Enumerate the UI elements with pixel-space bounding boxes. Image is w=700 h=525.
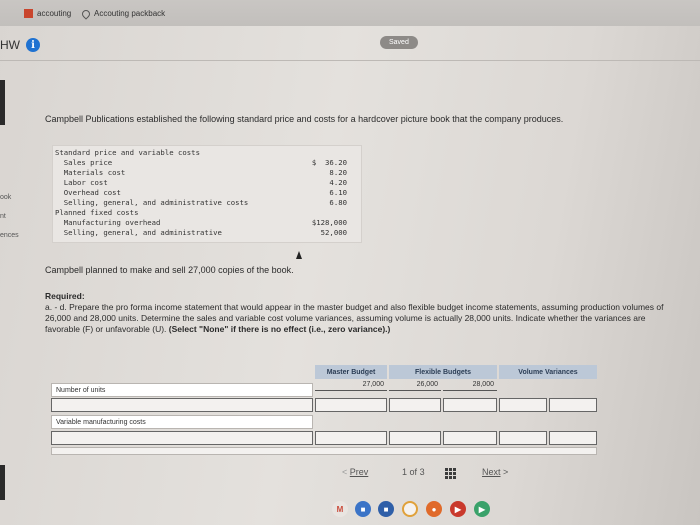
data-value: 6.80: [329, 198, 347, 207]
docs-icon[interactable]: ■: [355, 501, 371, 517]
data-value: $ 36.20: [311, 158, 347, 167]
master-input[interactable]: [315, 431, 387, 445]
prev-button[interactable]: [342, 467, 368, 477]
cost-data-table: [52, 145, 362, 243]
play-store-icon[interactable]: ▶: [474, 501, 490, 517]
required-note: (Select "None" if there is no effect (i.e., zero variance).): [168, 324, 391, 334]
grid-icon[interactable]: [445, 468, 456, 479]
data-value: 52,000: [320, 228, 347, 237]
assignment-header: [0, 26, 700, 61]
next-label: Next: [482, 467, 501, 477]
data-label: Selling, general, and administrative: [55, 228, 222, 237]
variance-input[interactable]: [499, 398, 547, 412]
variance-fu-select[interactable]: [549, 398, 597, 412]
data-row: [53, 208, 361, 218]
current-page: 1: [402, 467, 408, 477]
label-input[interactable]: [51, 431, 313, 445]
data-value: 8.20: [329, 168, 347, 177]
data-label: Selling, general, and administrative costs: [55, 198, 249, 207]
sidebar-item-label[interactable]: nt: [0, 213, 6, 220]
assignment-title: [0, 38, 40, 52]
notes-icon[interactable]: ■: [378, 501, 394, 517]
variance-input[interactable]: [499, 431, 547, 445]
flex2-units-value: 28,000: [443, 379, 497, 391]
info-icon[interactable]: i: [26, 38, 40, 52]
flex1-input[interactable]: [389, 431, 441, 445]
youtube-icon[interactable]: ▶: [450, 501, 466, 517]
app-icon[interactable]: ●: [426, 501, 442, 517]
data-row: [53, 228, 361, 238]
data-label: Materials cost: [55, 168, 126, 177]
bookmark-accouting-packback[interactable]: [82, 9, 165, 18]
label-input[interactable]: [51, 398, 313, 412]
header-flexible-budgets: Flexible Budgets: [389, 365, 497, 379]
bookmarks-bar: [0, 0, 700, 26]
flex1-units-value: 26,000: [389, 379, 441, 391]
required-body: a. - d. Prepare the pro forma income statement that would appear in the master budget and also flexible budget income statements, assuming production volumes of 26,000 and 28,000 units. Determine the sales and variable cost volume variances, assuming volume is actually 28,000 units. Indicate whether the variances are favorable (F) or unfavorable (U).: [45, 302, 664, 334]
flex2-input[interactable]: [443, 398, 497, 412]
next-button[interactable]: [482, 467, 508, 477]
header-master-budget: Master Budget: [315, 365, 387, 379]
data-value: $128,000: [311, 218, 347, 227]
data-label: Manufacturing overhead: [55, 218, 161, 227]
variance-fu-select[interactable]: [549, 431, 597, 445]
row-label-units: [51, 383, 313, 397]
sidebar-marker: [0, 80, 5, 125]
data-row: [53, 158, 361, 168]
data-value: 4.20: [329, 178, 347, 187]
data-label: Overhead cost: [55, 188, 121, 197]
prev-label: Prev: [349, 467, 369, 477]
header-volume-variances: Volume Variances: [499, 365, 597, 379]
required-instructions: [45, 291, 665, 335]
table-row: [51, 447, 597, 455]
data-row: [53, 178, 361, 188]
flex2-input[interactable]: [443, 431, 497, 445]
data-row: [53, 198, 361, 208]
mouse-cursor-icon: [296, 251, 302, 259]
page-of: of: [409, 467, 418, 477]
sidebar-item-label[interactable]: ook: [0, 194, 12, 201]
row-label-variable: [51, 415, 313, 429]
planned-volume-text: Campbell planned to make and sell 27,000 copies of the book.: [45, 265, 294, 275]
budget-table: [47, 365, 597, 455]
master-input[interactable]: [315, 398, 387, 412]
row-label-text: Number of units: [56, 386, 106, 394]
mail-icon[interactable]: M: [332, 501, 348, 517]
bookmark-label: accouting: [37, 9, 72, 18]
bookmark-icon: [24, 9, 33, 18]
saved-status-badge: Saved: [380, 36, 418, 49]
required-heading: Required:: [45, 291, 85, 301]
chevron-left-icon: <: [342, 467, 348, 477]
chevron-right-icon: >: [503, 467, 509, 477]
data-row: [53, 218, 361, 228]
location-pin-icon: [80, 8, 91, 19]
data-value: 6.10: [329, 188, 347, 197]
data-row: [53, 168, 361, 178]
question-intro: Campbell Publications established the following standard price and costs for a hardcover picture book that the company produces.: [45, 114, 564, 124]
data-label: Planned fixed costs: [55, 208, 139, 217]
sidebar-item-label[interactable]: ences: [0, 232, 19, 239]
data-row: [53, 148, 361, 158]
row-label-text: Variable manufacturing costs: [56, 418, 146, 426]
data-label: Standard price and variable costs: [55, 148, 200, 157]
master-units-value: 27,000: [315, 379, 387, 391]
data-row: [53, 188, 361, 198]
data-label: Labor cost: [55, 178, 108, 187]
bookmark-accouting[interactable]: [24, 9, 71, 18]
chrome-icon[interactable]: [402, 501, 418, 517]
sidebar-marker: [0, 465, 5, 500]
data-label: Sales price: [55, 158, 113, 167]
bookmark-label: Accouting packback: [94, 9, 166, 18]
total-pages: 3: [419, 467, 425, 477]
page-indicator: [402, 467, 425, 477]
page-title: HW: [0, 38, 20, 52]
flex1-input[interactable]: [389, 398, 441, 412]
